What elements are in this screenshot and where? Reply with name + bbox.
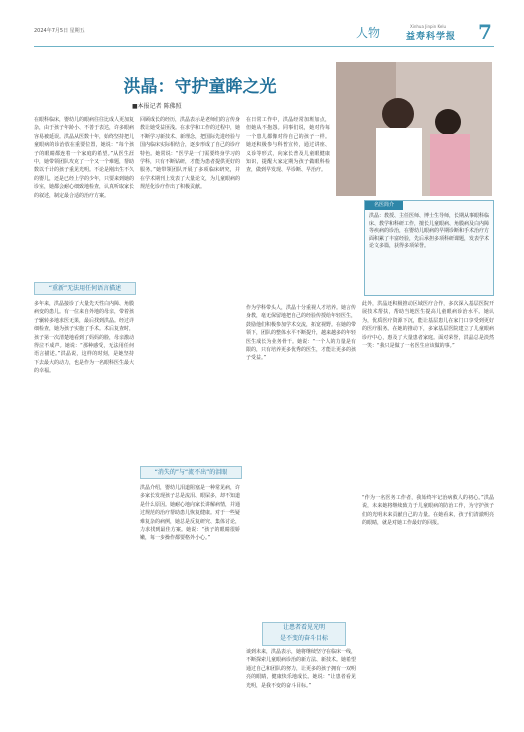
header-rule	[34, 46, 494, 47]
paper-name: 益寿科学报	[406, 32, 457, 42]
subheading-3: 让患者看见光明 是不变的奋斗目标	[262, 622, 346, 646]
column-2-bottom: 洪晶介绍，婴幼儿泪道阻塞是一种常见病，许多家长发现孩子总是流泪、眼屎多，却不知道是什么原因。她耐心地向家长讲解病情，并通过规范的治疗帮助患儿恢复健康。对于一些疑难复杂的病例，她总是反复研究、集体讨论，力求找到最佳方案。她说：“孩子的眼睛很娇嫩，每一步操作都要格外小心。”	[140, 485, 240, 542]
page-number: 7	[478, 20, 492, 44]
article-title: 洪晶：守护童眸之光	[123, 77, 277, 97]
column-3-bottom: 作为学科带头人，洪晶十分重视人才培养。她言传身教，毫无保留地把自己的经验传授给年轻医生，鼓励他们积极参加学术交流，拓宽视野。在她的带领下，团队的整体水平不断提升，越来越多的年轻医生成长为业务骨干。她说：“一个人的力量是有限的，只有培养更多优秀的医生，才能让更多的孩子受益。”	[246, 305, 356, 362]
article-byline: ■本报记者 陈佛照	[132, 103, 182, 110]
column-6: “作为一名医务工作者，我始终牢记治病救人的初心。”洪晶说，未来她将继续致力于儿童眼病的防治工作，为守护孩子们的光明未来贡献自己的力量。在她看来，孩子们清澈明亮的眼睛，就是对她工作最好的回报。	[362, 495, 494, 527]
bio-heading: 名医简介	[365, 201, 403, 210]
page-header	[0, 0, 524, 44]
section-name: 人物	[356, 26, 381, 40]
column-5: 此外，洪晶还积极推动区域医疗合作，多次深入基层医院开展技术帮扶，帮助当地医生提高儿童眼病诊治水平。她认为，优质医疗资源下沉，能让基层患儿在家门口享受到更好的医疗服务。在她的推动下，多家基层医院建立了儿童眼病诊疗中心，惠及了大量患者家庭。面对荣誉，洪晶总是淡然一笑：“我只是做了一名医生应该做的事。”	[362, 301, 494, 350]
subheading-1: “重新”无法用任何语言描述	[34, 282, 136, 295]
column-2-top: 回顾成长的经历，洪晶表示是老师们的言传身教让她受益匪浅。在求学和工作的过程中，她不断学习新技术、新理念，把国际先进经验与国内临床实际相结合，逐步形成了自己的诊疗特色。她常说：“医学是一门需要终身学习的学科，只有不断钻研，才能为患者提供更好的服务。”她带领团队开展了多项临床研究，并在学术期刊上发表了大量论文，为儿童眼病的规范化诊疗作出了积极贡献。	[140, 117, 240, 191]
bio-box	[364, 200, 494, 296]
subheading-2: “消失的”与“流不出”的泪眼	[140, 466, 242, 479]
column-3-top: 在日常工作中，洪晶经常加班加点，但她从不抱怨。同事们说，她对待每一个患儿都像对待自己的孩子一样。她还积极参与科普宣传，通过讲座、义诊等形式，向家长普及儿童眼健康知识，提醒大家定期为孩子做眼科检查，做到早发现、早诊断、早治疗。	[246, 117, 330, 174]
column-1-top: 在眼科临床，婴幼儿的眼病往往比成人更加复杂，由于孩子年龄小、不善于表达，许多眼病容易被延误。洪晶从医数十年，始终坚持把儿童眼病的诊治放在重要位置，她说：“每个孩子的眼睛都连着一个家庭的希望。”从医生涯中，她带领团队攻克了一个又一个难题，帮助数以千计的孩子重见光明。不论是刚出生不久的婴儿，还是已经上学的少年，只要来到她的诊室，她都会耐心细致地检查，认真听取家长的叙述，制定最合适的治疗方案。	[34, 117, 134, 199]
doctor-patient-photo	[336, 62, 492, 196]
column-4-top: 谈到未来，洪晶表示，她将继续坚守在临床一线，不断探索儿童眼病诊治的新方法、新技术。她希望通过自己和团队的努力，让更多的孩子拥有一双明亮的眼睛，健康快乐地成长。她说：“让患者看见光明，是我不变的奋斗目标。”	[246, 649, 356, 689]
issue-date: 2024年7月5日 星期五	[34, 28, 85, 34]
paper-english-name: Xinhua Jinpin Kelu	[410, 24, 446, 29]
column-1-bottom: 多年来，洪晶接诊了大量先天性白内障、角膜病变的患儿。有一位来自外地的母亲，带着孩子辗转多地求医无果，最后找到洪晶。经过详细检查，她为孩子实施了手术。术后复查时，孩子第一次清楚地看到了妈妈的脸，母亲激动得泣不成声。她说：“那种感受，无法用任何语言描述。”洪晶说，这样的时刻，是她坚持下去最大的动力，也是作为一名眼科医生最大的幸福。	[34, 301, 134, 375]
bio-text: 洪晶：教授、主任医师、博士生导师，长期从事眼科临床、教学和科研工作，擅长儿童眼病、角膜病及白内障等疾病的诊治，在婴幼儿眼病的早期诊断和手术治疗方面积累了丰富经验，先后承担多项科研课题，发表学术论文多篇，获得多项荣誉。	[369, 213, 490, 250]
